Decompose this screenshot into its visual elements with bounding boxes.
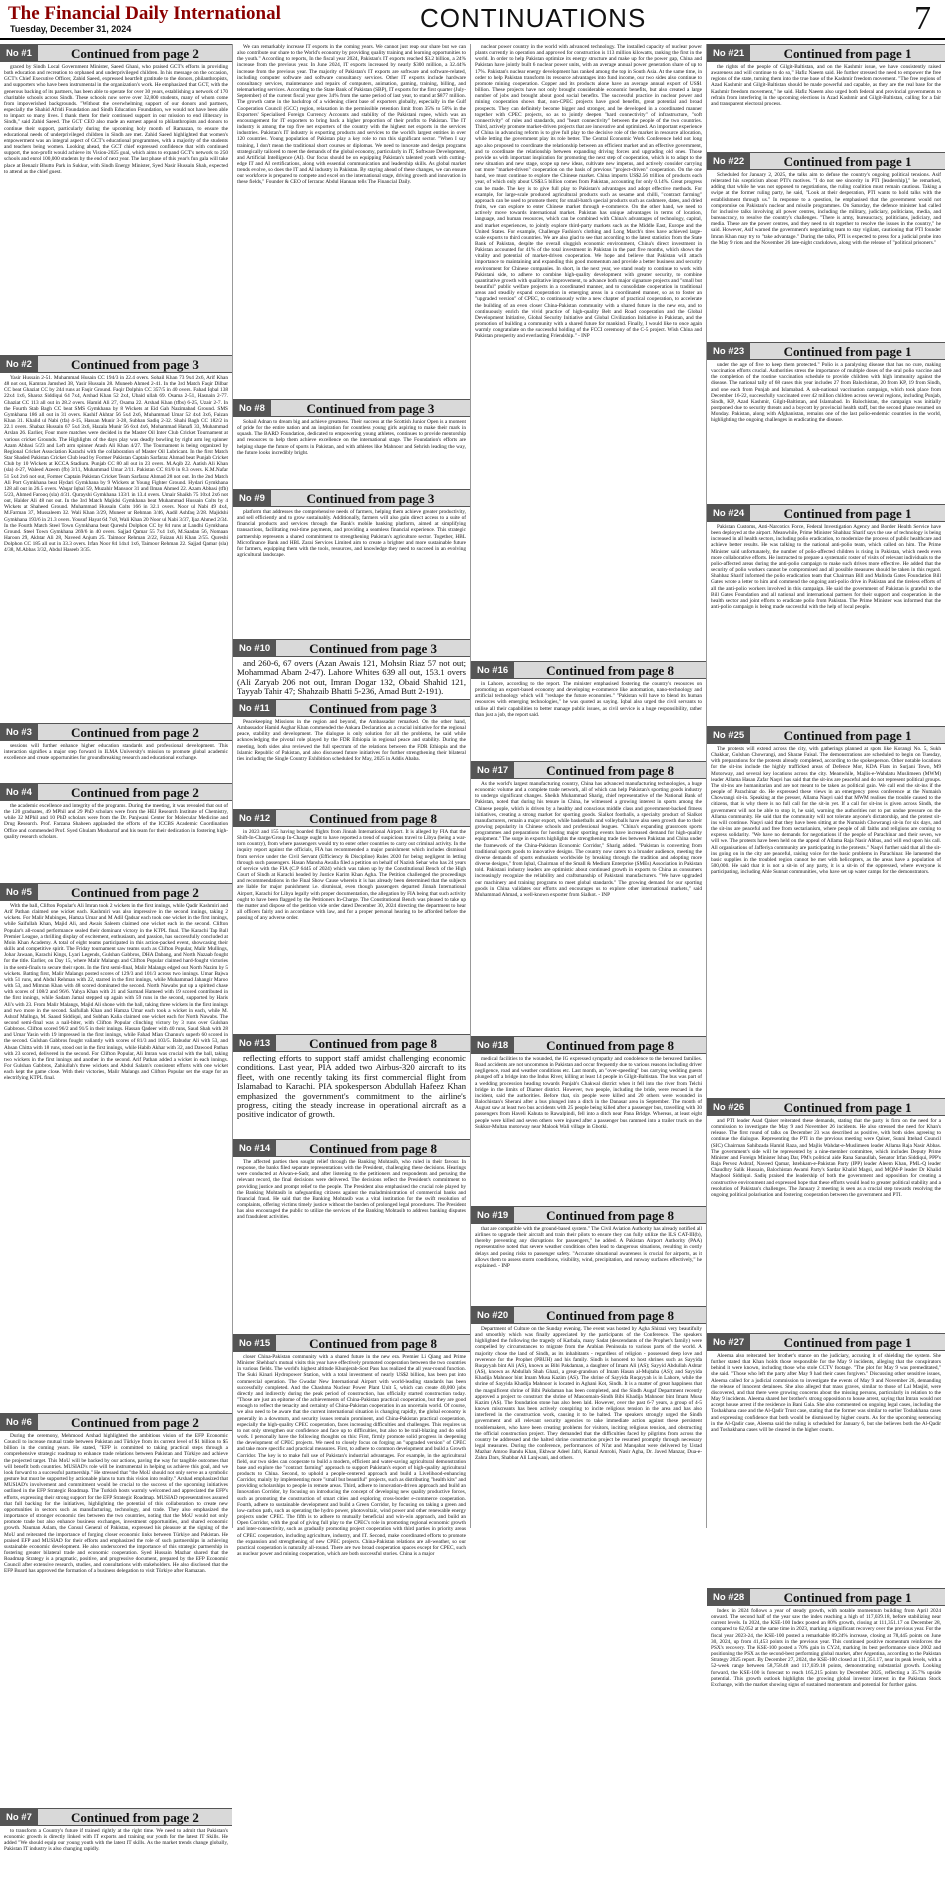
continuation-header (0, 883, 232, 901)
continued-from-label: Continued from page 8 (309, 811, 438, 826)
continuation-header (0, 723, 232, 741)
story-continuation (471, 1206, 706, 1306)
column-1 (0, 44, 232, 1853)
story-body-text: Yasir Hussain 2-51. Muhammad Husain CC 194/3 in 22.4 overs. Sohail Khan 73 9x4 2x6, Arif Khan 48 not out, Kamran Jamshed 38, Yasir Hussain 28. Muneeb Ahmed 2-41. In the 3rd Match Faqir Dilbar CC beat Ghaziat CC by 244 runs at Faqir Ground. Faqir Dolphin CC 357/5 in 40 overs. Fahad Iqbal 138 22x4 1x6, Sharoz Siddiqui 64 7x4, Arshad Khan 52 2x4, Ubaid ullah 69. Osama 2-51, Hasnain 2-77. Ghaziat CC 113 all out in 28.2 overs. Hamid Ali 27, Osama 22. Arshad Khan (tfbs) 6-25, Uzair 2-7. In the Fourth Stab Bagh CC beat SMS Gymkhana by 8 Wickets at Eid Gah Nazimabad Ground. SMS Gymkhana 186 all out in 31 overs. Kashif Akhtar 56 5x4 2x6, Muhammad Umar 52 4x4 3x6, Faizan Khan 31. Khalid ul Nabi (tfa) 4-15, Hassan Munir 3-28, Subhan Sadiq 2-32. Shahi Bagh CC 182/2 in 22.1 overs. Shabaz Hussain 67 5x4 3x6, Hazala Munir 56 6x4 4x6, Mohammad Hanafi 33, Muhammad Arslan 26. Earlier, Four more matches were decided in the Master Oil Inter Club Cricket Tournament at various cricket Grounds. The Highlights of the days play was deadly bowling by right arm leg spinner Azam Abbasi 5/23 and Left arm spinner Atash Ali Khan 4/27. The Tournament is being organized by Regional Cricket Association Karachi with the collaboration of Master Oil Lubricant. In the first Match Star Shaded Pakistan Cricket Club lead by Former Pakistan Captain Sarfaraz Ahmad beat Punjab Cricket Club by 10 Wickets at KCCA Stadium. Punjab CC 80 all out in 23 overs. M.Aqib 22. Aatish Ali Khan (sla) 4-27, Waleed Azeem (fb) 3/11, Muhammad Umar 2/11. Pakistan CC 81/0 in 8.3 overs. K.M.Nafar 51 5x4 2x6 not out, Former Captain Pakistan Cricket Team Sarfaraz Ahmad 28 not out. In the 2nd Match Ali Port Gymkhana beat Hydari Gymkhana by 9 Wickets at Young Fighter Ground. Hydari Gymkhana 128 all out in 26.5 overs. Waqar Iqbal 59, Muzahir Mansoor 31 and Ilman Ahmed 22. Azam Abbasi (tfb) 5/23, Ahmed Farooq (sla) 4/31. Qurayshi Gymkhana 133/1 in 13.4 overs. Umair Shaikh 75 10x4 2x6 not out, Haider Ali 48 not out. In the 3rd Match Majidsi Gymkhana beat Muhammad Hussain Colts by 4 Wickets at Shaheed Ground. Muhammad Hussain Colts 166 in 32.1 overs. Noor ul Nabi 49 4x4, M.Farman 37, Mussaleem 32. Wali Khan 3/29, Muneer ur Rehman 3/46, Aadil Ashfaq 2/28. Majidshi Gymkhana 193/6 in 21.3 overs. Yousuf Hayat 64 7x8, Wali Khan 20 Noor ul Nabi 3/37, Ijaz Ahmed 2/34. In the Fourth Match Steel Town Gymkhana beat Qureshi Dolphon CC by 84 runs at Landhi Gymkhana Ground. Steel Town Gymkhana 269/6 in 40 overs. Sajjad Qamar 55 7x4 1x6, M.Saadan 56, Nomaan Haroon 29, Akhtar Ali 28, Naveed Anjum 25. Taimoor Rehman 2/22, Faizan Ali Khan 2/55. Qureshi Dolphon CC 185 all out in 33.3 overs. Irfan Noor 84 14x4 1x6, Taimoor Rehman 22. Sajjad Qamar (sla) 4/38, M.Abbas 3/32, Abdul Haseeb 3/35. (4, 375, 228, 554)
story-continuation (233, 699, 470, 809)
story-number: No #19 (471, 1207, 514, 1223)
story-body-text: nuclear power country in the world with advanced technology. The installed capacity of nuclear power plants currently in operation and approved for construction is 113 million kilowatts, ranking the first in the world. In order to help Pakistan optimize its energy structure and make up for the power gap, China and Pakistan have jointly built 6 nuclear power units, with an average annual power generation share of up to 17%. Pakistan's nuclear energy development has ranked among the top in South Asia. At the same time, in order to help Pakistan transform its resource advantages into fund income, our two sides also continue to promote mining cooperation. Copper and its products alone have an average annual export of US$1 billion. These projects have not only brought considerable economic benefits, but also created a large number of jobs and brought about good social benefits. The successful practice in nuclear power and mining cooperation shows that, non-CPEC projects have good benefits, great potential and broad prospects. They can definitely become bigger and stronger, and be developed in a coordinated manner together with CPEC projects, so as to jointly deepen "hard connectivity" of infrastructure, "soft connectivity" of rules and standards, and "heart connectivity" between the people of the two countries. Third, actively promote market-driven projects that are innovative and optimized. An important experience of China in advancing reform is to give full play to the decisive role of the market in resource allocation, while letting the government play its role better. The Central Economic Work Conference held not long ago also proposed to coordinate the relationship between an efficient market and an effective government, and to coordinate the relationship between expanding driving forces and upgrading old ones. Those provide us with important inspiration for promoting the next step of cooperation, which is to adapt to the new situation and new stage, scope up new ideas, cultivate new impetus, and actively consider carrying out more "market-driven" cooperation on the basis of previous "project-driven" cooperation. On the one hand, we must continue to explore the Chinese market. China imports US$2.56 trillion of products each year, of which only about US$3.5 billion comes from Pakistan, accounting for only 0.14%. Great progress can be made. The key is to give full play to Pakistan's advantages and adopt effective methods. For example, for large-scale produced agricultural products such as sesame and chilli, "contract farming" approach can be used to promote them; for small-batch special products such as cashmere, dates, and dried fruits, we can explore to enter Chinese market through e-commerce. On the other hand, we need to actively move towards international market. Pakistan has unique advantages in terms of location, language, and human resources, which can be combined with China's advantages of technology, capital, and market experiences, to jointly explore third-party markets such as the Middle East, Europe and the United States. For example, Challenge Fashion's clothing and Long March's tires have achieved large-scale exports to third countries. We are also glad to see that according to the latest statistics from the State Bank of Pakistan, despite the overall sluggish economic environment, China's direct investment in Pakistan accounted for 41% of the total investment in Pakistan in the past five months, which shows the vitality and potential of market-driven cooperation. We hope and believe that Pakistan will attach importance to maintaining and expanding this good momentum and provide a better business and security environment for Chinese companies. In short, in the next year, we stand ready to continue to work with Pakistani side, to adhere to combine high-quality development with greater security, to combine quantitative growth with qualitative improvement, to advance both major signature projects and "small but beautiful" public welfare projects in a coordinated manner, and to consolidate cooperation in traditional areas and steadily expand cooperation in emerging areas in a coordinated manner, so as to foster an "upgraded version" of CPEC, to continuously write a new chapter of practical cooperation, to accelerate the building of an even closer China-Pakistan community with a shared future in the new era, and to continuously enrich the vivid practice of high-quality Belt and Road cooperation and the Global Development Initiative, Global Security Initiative and Global Civilization Initiative in Pakistan, and the promotion of building a community with a shared future for mankind. Finally, I would like to once again warmly congratulate on the successful holding of the FCCI ceremony of the C-5 project. Wish China and Pakistan prosperity and everlasting Friendship." - INP (475, 44, 702, 340)
continuation-header (233, 809, 470, 827)
continued-from-label: Continued from page 8 (546, 1038, 675, 1053)
story-number: No #24 (707, 505, 750, 521)
story-number: No #10 (233, 640, 276, 656)
story-body-text: Pakistan Customs, Anti-Narcotics Force, Federal Investigation Agency and Border Health Service have been deployed at the airport. Meanwhile, Prime Minister Shahbaz Sharif says the use of technology is being increased in all health sectors, including polio eradication, to modernize the process of public healthcare and achieve better results. He was talking to the national anti-polio team, which called on him. The Prime Minister said unfortunately, the number of polio-affected children is rising in Pakistan, which needs even more collaborative efforts. He instructed to prepare a systematic roster of visits of relevant individuals to the polio-affected areas during the anti-polio campaign to make such drives more effective. He added that the security of polio workers cannot be compromised and all possible measures should be taken in this regard. Shahbaz Sharif informed the polio eradication team that Chairman Bill and Malinda Gates Foundation Bill Gates wrote a letter to him and commend the ongoing anti-polio drive in Pakistan and the tireless efforts of all the anti-polio workers involved in this campaign. He said the government of Pakistan is grateful to the Bill Gates Foundation and all national and international partners for their support and cooperation in the health sector and joint efforts to eradicate polio from Pakistan. The Prime Minister was informed that the anti-polio campaign is being made successful with the help of local people. (711, 524, 941, 611)
story-number: No #7 (0, 1809, 38, 1825)
continuation-header (707, 1098, 945, 1116)
story-number: No #6 (0, 1414, 38, 1430)
continued-from-label: Continued from page 2 (70, 1810, 199, 1825)
story-number: No #26 (707, 1099, 750, 1115)
story-body-text: under the age of five to keep them protected." Polio is a paralysing disease that has no cure, making vaccination efforts crucial. Authorities stress the importance of multiple doses of the oral polio vaccine and the completion of the routine vaccination schedule to provide children with high immunity against the disease. The national tally of 68 cases this year includes 27 from Balochistan, 20 from KP, 19 from Sindh, and one each from Punjab and Islamabad. A sub-national vaccination campaign, which took place from December 16-22, successfully vaccinated over 42 million children across several regions, including Punjab, Sindh, KP, Azad Kashmir, Gilgit-Baltistan, and Islamabad. In Balochistan, the campaign was initially postponed due to security threats and a boycott by provincial health staff, but the second phase resumed on Monday. Pakistan, along with Afghanistan, remains one of the last polio-endemic countries in the world, highlighting the ongoing challenges in eradicating the disease. (711, 362, 941, 424)
continued-from-label: Continued from page 1 (783, 154, 912, 169)
story-number: No #9 (233, 490, 271, 506)
story-body-text: As the world's largest manufacturing country, China has advanced manufacturing technologies, a huge economic volume and a complete trade network, all of which can help Pakistan's sporting goods industry to undergo significant changes. Sheikh Muhammad Sharig, chief representative of the National Bank of Pakistan, noted that during his tenure in China, he witnessed a growing interest in sports among the Chinese people, which is driven by a healthy and conscious middle class and government-backed fitness initiatives, creating a strong market for sporting goods. Sialkot footballs, a specialty product of Sialkot manufacturers, remain a major export, while basketballs and volleyballs have also seen growth due to their growing popularity in Chinese schools and professional leagues. "China's expanding grassroots sports programmes and preparations for hosting major sporting events have increased demand for high-quality equipment." The surge in exports highlights the strengthening trade ties between Pakistan and China under the framework of the China-Pakistan Economic Corridor," Sharig added. "Pakistan is converting from traditional sports goods to innovative designs. The country now caters to a broader audience, meeting the diverse demands of sports enthusiasts worldwide by breaking through the tradition and adopting more diverse designs," from Iqbal, Chairman of the Small & Medium Enterprise (SMEs) Association in Pakistan told. Pakistani industry leaders are optimistic about continued growth in exports to China as consumers increasingly recognize the reliability and craftsmanship of Pakistani manufacturers. "We have upgraded our machinery and training programs to meet global standards." The growing demand for our sporting goods in China validates our efforts and encourages us to explore other international markets," said Muhammad Ahmad, a well-known exporter from Sialkot. - INP (475, 781, 702, 898)
story-continuation (0, 723, 232, 783)
continued-from-label: Continued from page 3 (309, 641, 438, 656)
story-body-text: platform that addresses the comprehensive needs of farmers, helping them achieve greater productivity, and sell efficiently and to grow sustainably. Additionally, farmers will also gain direct access to a suite of financial products and services through the Bank's mobile banking platform, aimed at simplifying transactions, facilitating real-time payments, and providing a seamless financial experience. This strategic partnership represents a shared commitment to strengthening Pakistan's agriculture sector. Together, HBL Microfinance Bank and HBL Zarai Services Limited aim to create a brighter and more sustainable future for farmers, equipping them with the tools, resources, and knowledge they need to succeed in an evolving agricultural landscape. (237, 509, 466, 559)
continuation-header (471, 1206, 706, 1224)
continuation-header (471, 761, 706, 779)
story-continuation (233, 489, 470, 639)
story-continuation (233, 809, 470, 1034)
continuation-header (471, 1036, 706, 1054)
story-continuation (0, 355, 232, 723)
continued-from-label: Continued from page 1 (783, 46, 912, 61)
continuation-header (471, 1306, 706, 1324)
story-continuation (471, 761, 706, 1036)
continuation-header (233, 1034, 470, 1052)
continued-from-label: Continued from page 3 (308, 701, 437, 716)
story-body-text: reflecting efforts to support staff amidst challenging economic conditions. Last year, PIA added two Airbus-320 aircraft to its fleet, with one recently taking its first commercial flight from Islamabad to Karachi. PIA spokesperson Abdullah Hafeez Khan emphasized the government's commitment to the airline's progress, citing the steady increase in operational aircraft as a positive indicator of growth. (237, 1053, 466, 1120)
story-number: No #5 (0, 884, 38, 900)
continued-from-label: Continued from page 1 (783, 1100, 912, 1115)
continued-from-label: Continued from page 1 (783, 728, 912, 743)
story-number: No #23 (707, 343, 750, 359)
story-body-text: During the ceremony, Mehmood Arshad highlighted the ambitious vision of the EFP Economic Council to increase mutual trade between Pakistan and Türkiye from its current level of $1 billion to $5 billion in the coming years. He stated, "EFP is committed to taking practical steps through a comprehensive strategic roadmap to enhance trade relations between Pakistan and Türkiye and achieve the projected target. This MoU will be backed by our actions, paving the way for tangible outcomes that will benefit both countries. MUSIAD's role will be instrumental in helping us achieve this goal, and we look forward to a successful partnership." He stressed that "the MoU should not only serve as a symbolic gesture but must be supported by actionable plans to turn this vision into reality." Arshad emphasized that MUSIAD's involvement and commitment would be crucial to the success of the upcoming initiatives outlined in the EFP Strategic Roadmap. The Turkish hosts warmly welcomed and appreciated the EFP's efforts, expressing their strong support for the EFP Strategic Roadmap. MUSIAD representatives assured that full backing for the initiatives, highlighting the potential of this collaboration to create new opportunities in sectors such as manufacturing, technology, and trade. They also emphasized the importance of stronger economic ties between the two countries, noting that the MoU would not only promote trade but also enhance business exchanges, investment opportunities, and shared economic growth. Nauman Aslam, the Consul General of Pakistan, expressed his pleasure at the signing of the MoU and reiterated the importance of forging closer economic links between Türkiye and Pakistan. He praised EFP and MUSIAD for their efforts and emphasized the role of such partnerships in achieving sustainable economic development. He also underscored the importance of this strategic partnership in fostering greater bilateral trade and economic cooperation. Syed Hussain Mazhar shared that the Roadmap Strategy is a pragmatic, positive, and progressive document, prepared by the EFP Economic Council after extensive research, studies, and consultations with stakeholders. He also disclosed that the EFP Board has approved the formation of a business delegation to visit Türkiye after Ramazan. (4, 1433, 228, 1575)
story-continuation (707, 726, 945, 1098)
continued-from-label: Continued from page 8 (546, 663, 675, 678)
continued-from-label: Continued from page 8 (309, 1036, 438, 1051)
section-title: CONTINUATIONS (420, 3, 647, 33)
story-continuation (707, 504, 945, 726)
story-body-text: With the ball, Clifton Popular's Ali Imran took 2 wickets in the first innings, while Qadir Kashmiri and Arif Pathan claimed one wicket each. Kashmiri was also impressive in the second innings, taking 2 wickets. For Malir Mubinges, Hamza Umar and M Adil Qadsar each took one wicket in the first innings, while Saifullah Khan, Majid Ali, and Awais Saleem claimed one wicket each in the second. Clifton Popular's all-round performance sealed their dominant victory in the KTPL final. The Karachi Tap Ball Premier League, a thrilling display of excitement, enthusiasm, and passion, has successfully concluded at Moin Khan Academy. A total of eight teams participated in this action-packed event, showcasing their skills and competitive spirit. The Friday tournament saw teams such as Clifton Popular, Malir Mullings, Johar Jawaan, Karachi Kings, Lyari Legends, Gulshan Gabbros, DHA Dabang, and North Nazaab fought for the title. Earlier, on Day 15, where Malir Malangs and Clifton Popular claimed hard-fought victories in the semi-finals to secure their spots. In the first semi-final, Malir Malangs edged out North Nazim by 5 wickets. Batting first, Malir Malangs posted scores of 129/3 and 101/3 across two innings. Umar Bajwa with 51 runs, and Abdul Rehman with 22, starred in the first innings, while Muhammad Jahangir Maroo with 53, and Mimran Khan with 48 scored dominated the second. North Nawabs put up a spirited chase with scores of 108/2 and 96/6. Yahya Khan with 21 and Sarmad Hameed with 19 scored contributed in the first innings, while Sadam Jamal stepped up again with 59 runs in the second, supported by Haris Ali's with 23. From Malir Malangs, Majid Ali shone with the ball, taking three wickets in the first innings and two more in the second. Saifullah Khan and Hamza Umar each took a wicket in each, while M. Ashraf Mallnga, M. Saaud Siddiqui, and Subhan Kalia claimed one wicket each for North Nawabs. The second semi-final was a nail-biter, with Clifton Popular clinching victory by 3 runs over Gulshan Gabbroos. Clifton scored 96/2 and 91/5 in their innings. Hassan Qadeer with 40 runs, Saud Shah with 28 and Umar Yasin with 19 impressed in the first innings, while Fahad Mian Channu's superb 60 scored in the second. Gulshan Gabbros fought valiantly with scores of 81/3 and 103/5. Babudur Ali with 53, and Ahsan Chitta with 18 runs, stood out in the first innings, while Habib Akhar with 32, and Dawood Pathan with 23 scored, delivered in the second. For Clifton Popular, Ali Imran was crucial with the ball, taking two wickets in the first innings and another in the second. Arif Pathan added a wicket in each innings. For Gulshan Gabbros, Zahiullah's three wickets and Abdul Salam's consistent efforts with one wicket each kept the game close. With their victories, Malir Malangs and Clifton Popular set the stage for an electrifying KTPL final. (4, 903, 228, 1082)
story-number: No #8 (233, 400, 271, 416)
story-body-text: The protests will extend across the city, with gatherings planned at spots like Korangi No. 5, Sukh Chakkar, Gulshan Chowrangi, and Sharae Faisal. The demonstrations are scheduled to begin on Tuesday, with preparations for the protests already completed, according to the spokesperson. Other notable locations for the sit-ins include the highly trafficked areas of Defence Mor, KDA Flats in Surjani Town, M9 Motorway, and several key locations across the city. Meanwhile, Majlis-e-Wahdatu Muslimeen (MWM) leader Allama Hasan Zafar Naqvi has said that the sit-ins are peaceful and do not represent political groups. The sit-ins are humanitarian and are not meant to be taken as political gain. We call end the sit-ins if the people of Parachinar do. He expressed these views in an emergency press conference at the Numaish Chowrangi sit-in. Speaking at the presser, Allama Naqvi said that MWM realises the trouble caused to the citizens, that is why there is no full call for the sit-in yet. If a call for sit-ins is given across Sindh, the government will not be able to stop it, he said, warning the authorities not to put undue pressure on the Allama community. He said that the community will not tolerate anyone's dictatorship, and the protest sit-ins will continue. Naqvi said that they have been sitting at the Numaish Chowrangi sit-in for six days, and the sit-ins are peaceful and free from sectarianism, where people of all faiths and religions are coming to express solidarity. "We have no demands for negotiations if the people of Parachinar and their seven, we will we. The protests have been held on the appeal of Allama Raja Nasir Abbas, and will end upon his call. All organisations of Jafferiya community are participating in the protests." Naqvi further said that all the sit-ins going on in the city are peaceful, raising voice for the basic problems in Parachinar. He lamented the basic supplies in the troubled region cannot be met with helicopters, as the areas have a population of 500,000. He said that it is not a sit-in of any party, it is a sit-in of the oppressed, where everyone is participating, including Ahle Sunnat communities, who have set up water camps for the demonstrators. (711, 746, 941, 876)
story-number: No #14 (233, 1140, 276, 1156)
story-number: No #13 (233, 1035, 276, 1051)
story-number: No #18 (471, 1037, 514, 1053)
story-continuation (0, 883, 232, 1413)
newspaper-name: The Financial Daily International (8, 3, 281, 24)
story-continuation (707, 152, 945, 342)
continuation-header (233, 639, 470, 657)
story-body-text: in Lahore, according to the report. The minister emphasised fostering the country's resources on promoting an export-based economy and developing e-commerce like automation, nano-technology and artificial technology which will "reshape the future economies." "Pakistan will have to blend its human resources with emerging technologies," he was quoted as saying. Iqbal also urged the civil servants to utilise all their capabilities to better manage public issues, as civil service is a huge responsibility, rather than just a job, the report said. (475, 681, 702, 718)
story-continuation (233, 1334, 470, 1557)
story-number: No #20 (471, 1307, 514, 1323)
story-continuation (0, 44, 232, 355)
continuation-header (0, 1413, 232, 1431)
continuation-header (0, 355, 232, 373)
column-2 (232, 44, 470, 1557)
continuation-header (707, 44, 945, 62)
column-4 (706, 44, 945, 1688)
story-body-text: graced by Sindh Local Government Minister, Saeed Ghani, who praised GCT's efforts in providing both education and recreation to orphaned and underprivileged children. In his message on the occasion, GCT's Chief Executive Officer, Zahid Saeed, expressed heartfelt gratitude to the donors, philanthropists, and supporters who have been instrumental in the organization's work. He emphasized that GCT, with the generous backing of its partners, has been able to operate for over 30 years, establishing a network of 170 charitable schools across Sindh. These schools now serve over 32,800 students, many of whom come from impoverished backgrounds. "Without the overwhelming support of our donors and partners, especially the Shahid Afridi Foundation and Sindh Education Foundation, we would not have been able to impact so many lives. I thank them for their continued support in our mission to end illiteracy in Sindh," said Zahid Saeed. The GCT CEO also made an earnest appeal to philanthropists and donors to continue their support, particularly during the upcoming holy month of Ramazan, to ensure the educational needs of underprivileged children in Sindh are met. Zahid Saeed highlighted that women's empowerment was an integral aspect of GCT's educational programmes, with a majority of the students and teachers being women. Looking ahead, the GCT chief expressed confidence that with continued support, the non-profit would achieve its Vision-2025 goal, which aims to expand GCT's network to 250 schools and enrol 100,000 students by the end of next year. The last phase of this year's fun gala will take place at Benazir Bhutto Park in Sukkur, with Sindh Energy Minister, Syed Nasir Hussain Shah, expected to attend as the chief guest. (4, 64, 228, 175)
story-body-text: the academic excellence and integrity of the programs. During the meeting, it was revealed that out of the 120 graduates, 49 MPhil and 29 PhD scholars were from the HEJ Research Institute of Chemistry, while 32 MPhil and 10 PhD scholars were from the Dr. Panjwani Center for Molecular Medicine and Drug Research. Prof. Farzana Shaheen applauded the efforts of the ICCBS Academic Coordination Office and commended Prof. Syed Ghulam Musharraf and his team for their dedication in fostering high-quality research scholars. (4, 803, 228, 840)
story-continuation (233, 399, 470, 489)
story-continuation (707, 1098, 945, 1333)
continued-from-label: Continued from page 3 (70, 357, 199, 372)
issue-date: Tuesday, December 31, 2024 (10, 24, 132, 34)
continuation-header (0, 783, 232, 801)
continued-from-label: Continued from page 2 (70, 1415, 199, 1430)
continued-from-label: Continued from page 2 (70, 46, 199, 61)
continuation-header (707, 726, 945, 744)
continued-from-label: Continued from page 1 (783, 1590, 912, 1605)
story-body-text: Aleema also reiterated her brother's stance on the judiciary, accusing it of shielding the system. She further stated that Khan holds those responsible for the May 9 incidents, alleging that the conspirators behind it were known, including those who stole CCTV footage. "The plot for May 9 was premeditated," she said. "Those who left the party after May 9 had their cases forgiven." Discussing other sensitive issues, Aleema called for a judicial commission to investigate the events of May 9 and November 26, demanding the release of innocent detainees. She also alleged that mass graves, similar to those of Lal Masjid, were discovered, and that there were growing concerns about the missing persons, particularly in relation to the May 9 incidents. Aleema shared her brother's strong opposition to house arrest, saying that Imran would not accept house arrest if the residence in Bani Gala. She also commented on ongoing legal cases, including the Toshakhana case and the Al-Qadir Trust case, stating that the former was similar to earlier Toshakhana cases and expressing confidence that both would be dismissed by higher courts. As for the upcoming sentencing in the Al-Qadir case, Aleema said the ruling is scheduled for January 6, but she believes both the Al-Qadir and Toshakhana cases will be cleared in the higher courts. (711, 1353, 941, 1433)
story-continuation (707, 1333, 945, 1588)
continuation-header (707, 1588, 945, 1606)
masthead (0, 0, 945, 40)
story-continuation (471, 661, 706, 761)
continued-from-label: Continued from page 1 (783, 344, 912, 359)
continuation-header (233, 1139, 470, 1157)
story-body-text: Index in 2024 follows a year of steady growth, with notable momentum building from April 2024 onward. The second half of the year saw the index reaching a high of 117,039.18, before stabilizing near current levels. In 2024, the KSE-100 Index posted an 80% growth, closing at 111,351.17 on December 28, compared to 62,052 at the same time in 2023, marking a significant recovery over the previous year. For the fiscal year 2023-24, the KSE-100 posted a remarkable 89.24% increase, closing at 78,445 points on June 30, 2024, up from 41,453 points in the previous year. This continued positive momentum reinforces the PSX's recovery. The KSE-100 posted a 70% gain in CY24, marking its best performance since 2002 and positioning the PSX as the second-best performing global market, after Argentina, according to the Pakistan Strategy 2025 report. By December 27, 2024, the KSE-100 closed at 111,351.17, near its peak levels, with a 52-week range between 58,758.48 and 117,039.18 points, demonstrating substantial growth. Looking forward, the KSE-100 is forecast to reach 165,215 points by December 2025, reflecting a 35.7% upside potential. This growth outlook highlights the growing global investor interest in the Pakistan Stock Exchange, with the market showing signs of sustained momentum and potential for further gains. (711, 1608, 941, 1688)
story-number: No #15 (233, 1335, 276, 1351)
continued-from-label: Continued from page 8 (546, 1308, 675, 1323)
story-number: No #21 (707, 45, 750, 61)
story-number: No #17 (471, 762, 514, 778)
story-continuation (233, 44, 470, 399)
story-continuation (707, 44, 945, 152)
continued-from-label: Continued from page 1 (783, 1335, 912, 1350)
story-number: No #11 (233, 700, 276, 716)
continuation-header (233, 1334, 470, 1352)
continued-from-label: Continued from page 3 (306, 401, 435, 416)
story-continuation (471, 1306, 706, 1461)
story-body-text: We can remarkably increase IT exports in the coming years. We cannot just reap our share but we can also contribute our share to the World's economy by providing quality training and learning opportunities to the youth." According to reports, In the fiscal year 2024, Pakistan's IT exports reached $3.2 billion, a 24% increase from the previous year. In June 2024, IT exports increased by nearly $300 million, a 32.44% increase from the previous year. The majority of Pakistan's IT exports are software and software-related, including computer software and software consultancy services. Other IT exports include hardware consultancy services, maintenance and repairs of computers, animation, gaming, training, billing, and telemarketing services. According to the State Bank of Pakistan (SBP), IT exports for the first quarter (July-September) of the current fiscal year grew 34% from the same period of last year, to stand at $877 million. The growth came in the backdrop of a widening client base of exporters globally, especially in the Gulf Cooperation Council (GCC) region, relaxation in the permissible retention limit from 35% to 50% in the Exporters' Specialised Foreign Currency Accounts and stability of the Pakistani rupee, which was an encouragement for IT exporters to bring back a higher proportion of their profits to Pakistan. The IT industry is among the top five net exporters of the country with the highest net exports in the services industries. Pakistan's IT industry is exporting products and services to the world's largest entities in over 120 countries. Young population of Pakistan play a key role to run this significant sector. "When I say training, I don't mean the traditional short courses or diplomas. We need to innovate and design programs strategically tailored to meet the demands of the global economy, particularly in IT, Software Development, and Artificial Intelligence (AI). Our focus should be on equipping Pakistan's talented youth with cutting-edge IT and AI certifications, along with essential communication and leadership skills. As global market trends evolve, so does the IT and AI industry in Pakistan. By staying ahead of these changes, we can ensure our workforce is prepared to compete and excel on the international stage, driving growth and innovation in these fields," Founder & CEO of Ierrarac Abdul Hannan tells The Financial Daily. (237, 44, 466, 186)
story-body-text: The affected parties then sought relief through the Banking Mohtasib, who ruled in their favour. In response, the banks filed separate representations with the President, challenging these decisions. Hearings were conducted at Aiwan-e-Sadr, and after listening to the petitioners and respondents and perusing the relevant record, the final decisions were delivered. The decisions reflect the President's commitment to providing justice and prompt relief to the people. The President also emphasised the crucial role played by the Banking Mohtasib in safeguarding citizens against the maladministration of commercial banks and financial fraud. He said that the Banking Mohtasib was a vital institution for the swift resolution of complaints, offering victims timely justice without the burden of prolonged legal procedures. The President has also encouraged the public to utilize the services of the Banking Mohtasib to address banking disputes and fraudulent activities. (237, 1159, 466, 1221)
story-number: No #28 (707, 1589, 750, 1605)
story-body-text: Department of Culture on the Sunday evening. The event was hosted by Agha Shirazi very beautifully and smoothly which was finally appreciated by the participants of the Conference. The speakers highlighted the following the tragedy of Karbala, many Sadat (descendants of the Prophet's family) were compelled by circumstances to migrate from the Arabian Peninsula to various parts of the world. A majority chose the land of Sindh, as its inhabitants - regardless of religion - possessed deep love and reverence for the Prophet (PBUH) and his family. Sindh is honored to host shrines such as Sayyida Ruqayyah bint Ali (AS), known as Bibi Pakdaman, a daughter of Imam Ali (AS); Sayyid Abdullah Ashtar (AS), known as Abdullah Shah Ghazi, a great-grandson of Imam Hasan al-Mujtaba (AS); and Sayyida Khadija Mahnoor bint Imam Musa Kazim (AS). The shrine of Sayyida Ruqayyah is in Lahore, while the shrine of Sayyida Khadija Mahnoor is located in Aghani Kot, Sindh. It is a matter of great happiness that the magnificent shrine of Bibi Pakdaman has been completed, and the Sindh Augaf Department recently approved a project to construct the shrine of Masoomain-Sindh Bibi Khadija Mahnoor bint Imam Musa Kazim (AS). The foundation stone has also been laid. However, over the past 6-7 years, a group of 4-5 known miscreants has been actively conspiring to incite religious tension in the area and has also interfered in the construction work, causing it to be halted. The speakers strongly urged the Sindh government and all relevant security agencies to take immediate action against these persistent troublemakers, who have been creating problems for visitors, inciting religious tension, and obstructing the official construction project. They demanded that the difficulties faced by pilgrims from across the country be addressed and the halted shrine construction project be resumed promptly through necessary legal measures. During the conference, performances of Ni'at and Manqabat were delivered by Ustad Mazhar Amroo Bandu Khan, Ekhwar Adeel Jafri, Kamal Amrohi, Nasir Agha, Dr. Javed Manzar, Dua-e-Zahra Dars, Shabbar Ali Lanjwani, and others. (475, 1326, 702, 1462)
continuation-header (233, 699, 470, 717)
story-number: No #12 (233, 810, 276, 826)
story-number: No #22 (707, 153, 750, 169)
story-body-text: Sohail Adnan to dream big and achieve greatness. Their success at the Scottish Junior Open is a moment of pride for the entire nation and an inspiration for countless young girls aspiring to make their mark in squash. The BARD Foundation, dedicated to empowering young athletes, continues to provide mentorship and resources to help them achieve excellence on the international stage. The Foundation's efforts are helping shape the future of sports in Pakistan, and with athletes like Mahnoor and Sehrish leading the way, the future looks incredibly bright. (237, 419, 466, 456)
story-body-text: and 260-6, 67 overs (Azan Awais 121, Mohsin Riaz 57 not out; Mohammad Abam 2-47). Lahore Whites 639 all out, 153.1 overs (Ali Zaryab 206 not out, Imran Dogar 132, Obaid Shahid 121, Tayyab Tahir 47; Shahzaib Bhatti 5-236, Amad Butt 2-191). (237, 658, 466, 697)
continuation-header (0, 44, 232, 62)
story-number: No #2 (0, 356, 38, 372)
continuation-header (707, 342, 945, 360)
story-body-text: the rights of the people of Gilgit-Baltistan, and on the Kashmir issue, we have consistently raised awareness and will continue to do so," Hafiz Naeem said. He further stressed the need to empower the free regions of the state, turning them into the true base of the Kashmir freedom movement. "The free regions of Azad Kashmir and Gilgit-Baltistan should be made powerful and capable, as they are the real base for the Kashmir freedom movement," he said. Hafiz Naeem also urged both federal and provincial governments to refrain from interfering in the upcoming elections in Azad Kashmir and Gilgit-Baltistan, calling for a fair and transparent electoral process. (711, 64, 941, 107)
story-continuation (707, 1588, 945, 1688)
story-continuation (233, 639, 470, 699)
story-number: No #27 (707, 1334, 750, 1350)
story-body-text: Scheduled for January 2, 2025, the talks aim to defuse the country's ongoing political tensions. Asif reiterated his scepticism about PTI's motives. "I do not see sincerity in PTI [leadership]," he remarked, adding that while he was not opposed to negotiations, the ruling coalition must remain cautious. Taking a swipe at the former ruling party, he said, "Look at their desperation, PTI wants to hold talks with the establishment through us." In response to a question, he emphasised that the government would not compromise on Pakistan's nuclear and missile programmes. On Saturday, the defence minister had called for inclusive talks involving all power centres, including the military, judiciary, politicians, media, and bureaucracy, to resolve the country's challenges. "There is army, bureaucracy, politicians, judiciary, and media. These are the power centres, and they need to sit together to resolve the issues in the country," he said. However, Asif warned the government's negotiating team to stay vigilant, cautioning that PTI founder Imran Khan may try to "take advantage." During the talks, PTI is expected to press for a judicial probe into the May 9 riots and the November 26 late-night crackdown, along with the release of "political prisoners." (711, 172, 941, 246)
continuation-header (707, 152, 945, 170)
continued-from-label: Continued from page 2 (70, 885, 199, 900)
story-number: No #1 (0, 45, 38, 61)
continuation-header (707, 1333, 945, 1351)
continuation-header (233, 489, 470, 507)
story-continuation (0, 783, 232, 883)
story-number: No #3 (0, 724, 38, 740)
continued-from-label: Continued from page 8 (546, 1208, 675, 1223)
continuation-header (707, 504, 945, 522)
story-number: No #4 (0, 784, 38, 800)
story-continuation (233, 1139, 470, 1334)
continued-from-label: Continued from page 8 (309, 1141, 438, 1156)
story-body-text: medical facilities to the wounded, the IG expressed sympathy and condolence to the bereaved families. Road accidents are not uncommon in Pakistan and occur frequently due to various reasons including driver negligence, road and weather conditions etc. Last month, an "over-speeding" bus carrying wedding guests plunged off a bridge into the Indus River, killing at least 14 people in Gilgit-Baltistan. The bus was part of a wedding procession heading towards Punjab's Chakwal district when it fell into the river from Telchi bridge in the limits of Diamer district. However, two people, including the bride, were rescued in the incident, said the authorities. Before that, six people were killed and 20 others were wounded in Balochistan's Sherani after a bus plunged into a ditch in the Danasar area in September. The month of August saw at least two bus accidents with 25 people being killed after a passenger bus, travelling with 30 passengers from Haveli Kahuta to Rawalpindi, fell into a ditch near Pana Bridge. Whereas, at least eight people were killed and seven others were injured after a passenger bus rammed into a trailer truck on the Sukkur-Multan motorway near Malook Wali village in Gbotki. (475, 1056, 702, 1130)
story-continuation (471, 1036, 706, 1206)
continued-from-label: Continued from page 8 (309, 1336, 438, 1351)
continuation-header (471, 661, 706, 679)
story-body-text: closer China-Pakistan community with a shared future in the new era. Premier Li Qiang and Prime Minister Shehbaz's mutual visits this year have effectively promoted cooperation between the two countries in various fields. The world's highest altitude Khunjerab-Sost Pass has realized the all year-round function. The Suki Kinari Hydropower Station, with a total investment of nearly US$2 billion, has been put into commercial operation. The Gwadar New International Airport with world-leading standards has been successfully completed. And the Chashma Nuclear Power Plant Unit 5, which can create 40,000 jobs directly and indirectly during the peak period of construction, has officially started construction today. "Those are just an epitome of the achievements of China-Pakistan practical cooperation, but they are good enough to reflect the tenacity and certainty of China-Pakistan cooperation in an uncertain world. Of course, we also need to be aware that the current international situation is changing rapidly, the global economy is generally in a downturn, and security issues remain prominent, and China-Pakistan practical cooperation, especially the high-quality CPEC cooperation, faces increasing difficulties and challenges. This requires us to not only strengthen our confidence and face up to difficulties, but also to be trail-blazing and do solid work. I personally have the following thoughts on this: First, firmly promote solid progress in deepening the development of CPEC projects. We need to closely focus on forging an "upgraded version" of CPEC and take more specific and practical measures. First, to adhere to common development and build a Growth Corridor. The key is to make full use of Pakistan's industrial advantages. For example, in the agricultural field, our two sides can cooperate to build a modern, efficient and water-saving agricultural demonstration base and explore the "contract farming" approach to support Pakistan's export of high-quality agricultural products to China. Second, to uphold a people-centered approach and build a Livelihood-enhancing Corridor, mainly by implementing more "small but beautiful" projects, such as distributing "health kits" and providing scholarships to people in remote areas. Third, adhere to innovation-driven approach and build an Innovation Corridor, by focusing on introducing the concept of developing new quality productive forces, such as promoting the construction of smart cities and exploring cross-border e-commerce cooperation. Fourth, adhere to sustainable development and build a Green Corridor, by focusing on taking a green and low-carbon path, such as operating the hydro power, photovoltaic, wind power and other renewable energy projects under CPEC. The fifth is to adhere to mutually beneficial and win-win approach, and build an Open Corridor, with the goal of giving full play to the CPEC's role in promoting regional economic growth and inter-connectivity, such as gradually promoting project cooperation with third parties in priority areas of CPEC cooperation, including agriculture, industry, and IT. Second, make coordinated efforts to promote the expansion and strengthening of new CPEC projects. China-Pakistan relations are all-weather, so our practical cooperation is naturally all-round. There are two broad cooperation spaces except for CPEC, such as nuclear power and mining cooperation, which are both successful stories. China is a major (237, 1354, 466, 1557)
story-body-text: to transform a Country's future if trained rightly at the right time. We need to admit that Pakistan's economic growth is directly linked with IT exports and training our youth for the latest IT Skills. He added "We should equip our young youth with the latest IT skills. As the market trends change globally, Pakistan IT industry is also changing rapidly. (4, 1828, 228, 1853)
continuation-header (0, 1808, 232, 1826)
story-body-text: Peacekeeping Missions in the region and beyond, the Ambassador remarked. On the other hand, Ambassador Hamid Asghar Khan commended the Ankara Declaration as a crucial initiative for the regional peace, stability and development. The dialogue is only solution for all the problems, he said while acknowledging the pivotal role played by the FDR Ethiopia in regional peace and stability. During the meeting, both sides also reviewed the full spectrum of the relations between the FDR Ethiopia and the Islamic Republic of Pakistan, and also discussed future initiatives for further strengthening their bilateral ties including the Single Country Exhibition scheduled for May, 2025 in Addis Ababa. (237, 719, 466, 762)
story-number: No #16 (471, 662, 514, 678)
story-continuation (707, 342, 945, 504)
story-continuation (471, 44, 706, 661)
continued-from-label: Continued from page 3 (306, 491, 435, 506)
story-number: No #25 (707, 727, 750, 743)
story-body-text: and PTI leader Asad Qaiser reiterated these demands, stating that the party is firm on the need for a commission to investigate the May 9 and November 26 incidents. He also stressed the need for Khan's release. The first round of talks on December 23 was described as positive, with both sides agreeing to continue the dialogue. Representing the PTI in the previous meeting were Qaiser, Sunni Ittehad Council (SIC) Chairman Sahibzada Hamid Raza, and Majlis Wahdat-e-Muslimeen leader Allama Raja Nasir Abbas. The government's side will be represented by a nine-member committee, which includes Deputy Prime Minister and Foreign Minister Ishaq Dar, PM's political aide Rana Sanaullah, Senator Irfan Siddiqui, PPP's Raja Pervez Ashraf, Naveed Qamar, Istehkam-e-Pakistan Party (IPP) leader Aleem Khan, PML-Q leader Chaudhry Salik Hussain, Balochistan Awami Party's Sardar Khalid Magsi, and MQM-P leader Dr Khalid Maqbool Siddiqui. Sadiq praised the leadership of both the government and opposition for creating a constructive environment and expressed hope that these efforts would lead to greater political stability and a resolution of Pakistan's challenges. The January 2 meeting is seen as a crucial step towards resolving the ongoing political polarisation and fostering cooperation between the government and PTI. (711, 1118, 941, 1198)
story-body-text: that are compatible with the ground-based system." The Civil Aviation Authority has already notified all airlines to upgrade their aircraft and train their pilots to ensure they can fully utilize the ILS CAT-III(b), thereby preventing any disruptions for passengers," he added. A Pakistan Airport Authority (PAA) representative noted that severe weather conditions often lead to dangerous situations, resulting in costly delays and posing risks to passenger safety. "Accurate situational awareness is crucial for airports, as it allows them to assess storm conditions, visibility, wind, precipitation, and runway surfaces effectively," he explained. - INP (475, 1226, 702, 1269)
story-continuation (0, 1413, 232, 1808)
continued-from-label: Continued from page 1 (783, 506, 912, 521)
story-continuation (0, 1808, 232, 1878)
story-continuation (233, 1034, 470, 1139)
story-body-text: in 2023 and 155 having boarded flights from Jinnah International Airport. It is alleged by FIA that the Shift-In-Charge/Group In-Charge ought to have reported a trend of suspicious travel to Libya (being a war-torn country), from where passengers would try to enter other countries to carry out criminal activity. In the inquiry report against the officials, FIA has recommended a major punishment which includes dismissal from service under the Civil Servant (Efficiency & Discipline) Rules 2020 for being negligent in letting through such passengers. Hasan Mansha Awalla filed a petition on behalf of Nazish Sehar who has 24 years of service with the FIA (C.P 6445 of 2024) which was taken up by the Constitutional Bench of the High Court of Sindh at Karachi headed by Justice Karim Khan Agha. The Petition challenged the proceedings and recommendations in the Final Show Cause wherein it is has already been determined that the subjects are liable for major punishment i.e. dismissal, even though passengers departed Jinnah International Airport, Karachi for Libya legally with proper documentation, the allegation by FIA being that such activity ought to have been flagged by the Petitioners In-Charge. The Constitutional Bench was pleased to take up the matter and dispose of the petition vide order dated December 30, 2024 directing the department to hear all officers fairly and in accordance with law, and for a proper personal hearing to be afforded before the passing of any adverse order. (237, 829, 466, 922)
story-body-text: sessions will further enhance higher education standards and professional development. This interaction signifies a major step forward in ILMA University's mission to promote global academic excellence and create opportunities for groundbreaking research and educational exchange. (4, 743, 228, 762)
column-3 (470, 44, 706, 1528)
continuation-header (233, 399, 470, 417)
page-number: 7 (914, 0, 931, 37)
continued-from-label: Continued from page 2 (70, 785, 199, 800)
continued-from-label: Continued from page 2 (70, 725, 199, 740)
continued-from-label: Continued from page 8 (546, 763, 675, 778)
